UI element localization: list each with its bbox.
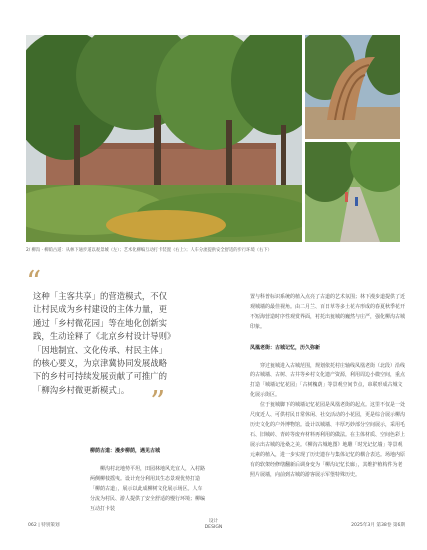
paragraph: 穿过瓮城进入古城范围，规划依托村庄轴线凤凰老街（北段）沿线的古城墙、古树、古井等乡村文化遗产资源，利用周边小微空间，重点打造「城墙记忆花园」「古树槐荫」等景观空间节点，串联形成古城文化展示街区。	[250, 362, 406, 399]
section-heading-phoenix: 凤凰老街：古城记忆，历久弥新	[250, 344, 321, 351]
article-column-right	[250, 293, 405, 480]
quote-open-mark: “	[26, 265, 42, 300]
photo-pedestrian-path-graphic	[305, 142, 400, 242]
issue-info: 2025年3月 第38卷 第6期	[351, 523, 405, 528]
photo-willow-sculpture-graphic	[305, 35, 400, 139]
paragraph: 位于瓮城脚下的城墙记忆花园是凤凰老街的起点。这里不仅是一处尺度近人、可供村民日常休闲、社交活动的小花园，更是综合展示柳沟历史文化的户外博物馆。设计以城墙、丰厚巧妙部分空间展示，采用毛石、旧城砖、青砖等废弃材料再利用的做法。在主体材质、空间色彩上展示出古城的沧桑之美。《柳沟古城地图》地雕「时光记忆墙」等景观元素的植入，进一步实现了历史遗存与集体记忆的耦合表达。场地内原有的软架经修缮翻新后调身变为「柳沟记忆长廊」，其维护植构件为老照片展墙，向前到古城的游客展示军堡特殊历史。	[250, 402, 406, 478]
photo-willow-sculpture	[305, 35, 400, 139]
section-heading-willow: 柳荫古道：漫步柳荫，遇见古城	[90, 448, 161, 454]
page-footer	[0, 517, 427, 531]
photo-caption: 2/ 柳沟 · 柳荫古道：从林下通步道以观景城（左）；艺术化柳编互动打卡装置（右上）；人车分流提供安全舒适的步行环境（右下）	[26, 248, 272, 253]
paragraph: 柳沟村北地势平坦，田园林地风光宜人，入村路两侧柳枝摇曳。设计充分利用其生态景观优势打造「柳荫古道」，展示以此成柳树文化展示场区。人车分流为村民、游人提供了安全舒适的慢行环境；柳编互动打卡装	[90, 465, 206, 512]
article-column-left	[90, 447, 206, 514]
quote-close-mark: ”	[150, 385, 166, 420]
photo-pedestrian-path	[305, 142, 400, 242]
photo-willow-path-graphic	[26, 35, 302, 242]
paragraph: 置与科普标识系统的植入点亮了古道的艺术氛围；林下漫步道提供了近观城墙的最佳视角。由二月兰、百日草等多土花卉形成的春夏秋季花开不短海营造时序性观赏界面，衬托出瓮城的巍然与庄严，强化柳沟古城印象。	[250, 294, 406, 330]
page-number: 062 | 特别策划	[28, 523, 60, 528]
pull-quote: 这种「主客共享」的营造模式，不仅让村民成为乡村建设的主体力量，更通过「乡村微花园」等在地化创新实践，生动诠释了《北京乡村设计导则》「因地制宜、文化传承、村民主体」的核心要义，为京津冀协同发展战略下的乡村可持续发展贡献了可推广的「柳沟乡村微更新模式」。	[33, 291, 172, 395]
section-label-en: DESIGN	[204, 525, 223, 530]
photo-willow-path	[26, 35, 302, 242]
section-label-cn: 设计	[208, 519, 219, 524]
